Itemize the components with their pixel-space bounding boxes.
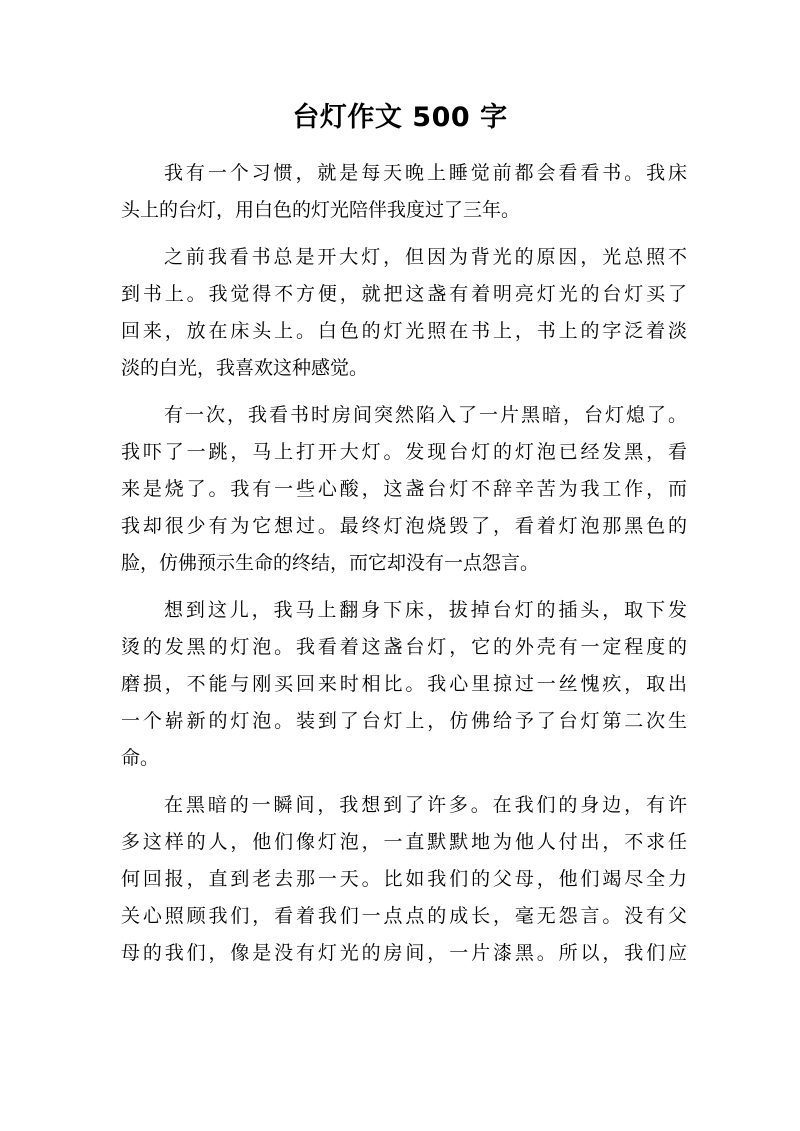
paragraph-line: 头上的台灯，用白色的灯光陪伴我度过了三年。 [121, 199, 521, 221]
paragraph-line: 到书上。我觉得不方便，就把这盏有着明亮灯光的台灯买了 [121, 283, 687, 305]
paragraph-line: 淡的白光，我喜欢这种感觉。 [121, 357, 369, 379]
paragraph-line: 磨损，不能与刚买回来时相比。我心里掠过一丝愧疚，取出 [121, 673, 687, 695]
paragraph-line: 我吓了一跳，马上打开大灯。发现台灯的灯泡已经发黑，看 [121, 441, 687, 463]
document-body [121, 155, 687, 982]
paragraph-2 [121, 239, 687, 387]
paragraph-line: 烫的发黑的灯泡。我看着这盏台灯，它的外壳有一定程度的 [121, 636, 687, 658]
paragraph-line: 想到这儿，我马上翻身下床，拔掉台灯的插头，取下发 [164, 599, 687, 621]
paragraph-line: 在黑暗的一瞬间，我想到了许多。在我们的身边，有许 [164, 794, 687, 816]
paragraph-line: 我有一个习惯，就是每天晚上睡觉前都会看看书。我床 [164, 162, 687, 184]
paragraph-line: 何回报，直到老去那一天。比如我们的父母，他们竭尽全力 [121, 868, 687, 890]
paragraph-line: 之前我看书总是开大灯，但因为背光的原因，光总照不 [164, 246, 687, 268]
paragraph-line: 多这样的人，他们像灯泡，一直默默地为他人付出，不求任 [121, 831, 687, 853]
paragraph-line: 有一次，我看书时房间突然陷入了一片黑暗，台灯熄了。 [164, 404, 687, 426]
paragraph-line: 命。 [121, 747, 160, 769]
paragraph-line: 母的我们，像是没有灯光的房间，一片漆黑。所以，我们应 [121, 942, 687, 964]
paragraph-5 [121, 787, 687, 972]
document-title: 台灯作文 500 字 [292, 102, 508, 133]
paragraph-1 [121, 155, 687, 229]
paragraph-line: 一个崭新的灯泡。装到了台灯上，仿佛给予了台灯第二次生 [121, 710, 687, 732]
paragraph-line: 我却很少有为它想过。最终灯泡烧毁了，看着灯泡那黑色的 [121, 515, 687, 537]
paragraph-line: 脸，仿佛预示生命的终结，而它却没有一点怨言。 [121, 552, 540, 574]
paragraph-line: 回来，放在床头上。白色的灯光照在书上，书上的字泛着淡 [121, 320, 687, 342]
paragraph-3 [121, 397, 687, 582]
paragraph-4 [121, 592, 687, 777]
paragraph-line: 关心照顾我们，看着我们一点点的成长，毫无怨言。没有父 [121, 905, 687, 927]
paragraph-line: 来是烧了。我有一些心酸，这盏台灯不辞辛苦为我工作，而 [121, 478, 687, 500]
